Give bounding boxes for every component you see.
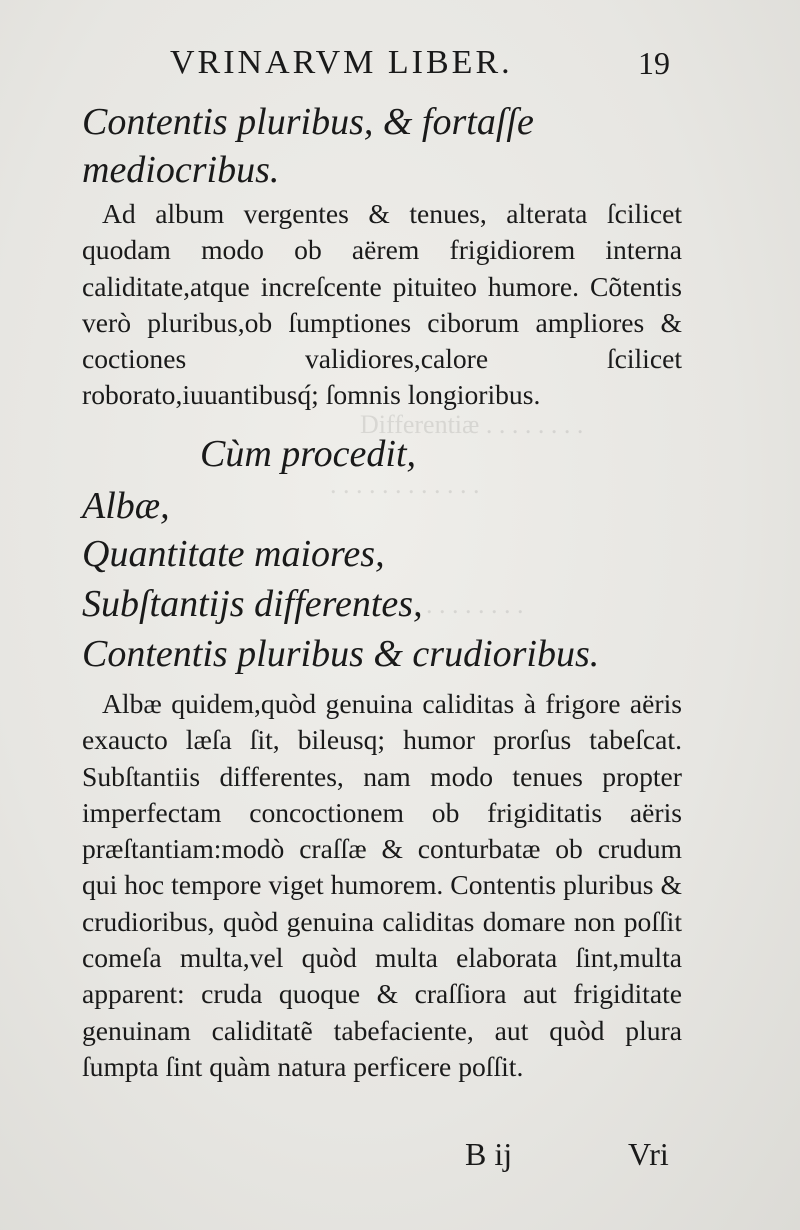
signature-mark: B ij bbox=[465, 1136, 513, 1172]
paragraph-1-text: Ad album vergentes & tenues, alterata ſcilicet quodam modo ob aërem frigidiorem interna caliditate,atque increſcente pituiteo humore. Cõtentis verò pluribus,ob ſumptiones ciborum ampliores & coctiones validiores,calore ſcilicet roborato,iuuantibusq́; ſomnis longioribus. bbox=[82, 198, 682, 411]
section-heading: Cùm procedit, bbox=[200, 433, 417, 475]
show-through-text: . . . . . . . . . . . . bbox=[330, 470, 480, 499]
paragraph-1 bbox=[82, 196, 682, 414]
intro-italic-line: Contentis pluribus, & fortaſſe mediocribus. bbox=[82, 101, 534, 191]
list-item-1: Albæ, bbox=[82, 485, 170, 527]
list-item-2: Quantitate maiores, bbox=[82, 533, 385, 575]
show-through-text: . . . . . . . . . . bbox=[400, 590, 524, 619]
page-number: 19 bbox=[638, 45, 670, 81]
paragraph-2 bbox=[82, 686, 682, 1085]
running-title: VRINARVM LIBER. bbox=[170, 44, 513, 81]
show-through-text: Differentiæ . . . . . . . . bbox=[360, 410, 584, 439]
list-item-3: Subſtantijs differentes, bbox=[82, 583, 423, 625]
paragraph-2-text: Albæ quidem,quòd genuina caliditas à frigore aëris exaucto læſa ſit, bileusq; humor prorſus tabeſcat. Subſtantiis differentes, nam modo tenues propter imperfectam concoctionem ob frigiditatis aëris præſtantiam:modò craſſæ & conturbatæ ob crudum qui hoc tempore viget humorem. Contentis pluribus & crudioribus, quòd genuina caliditas domare non poſſit comeſa multa,vel quòd multa elaborata ſint,multa apparent: cruda quoque & craſſiora aut frigiditate genuinam caliditatẽ tabefaciente, aut quòd plura ſumpta ſint quàm natura perficere poſſit. bbox=[82, 688, 682, 1082]
list-item-4: Contentis pluribus & crudioribus. bbox=[82, 633, 600, 675]
catchword: Vri bbox=[628, 1136, 669, 1172]
